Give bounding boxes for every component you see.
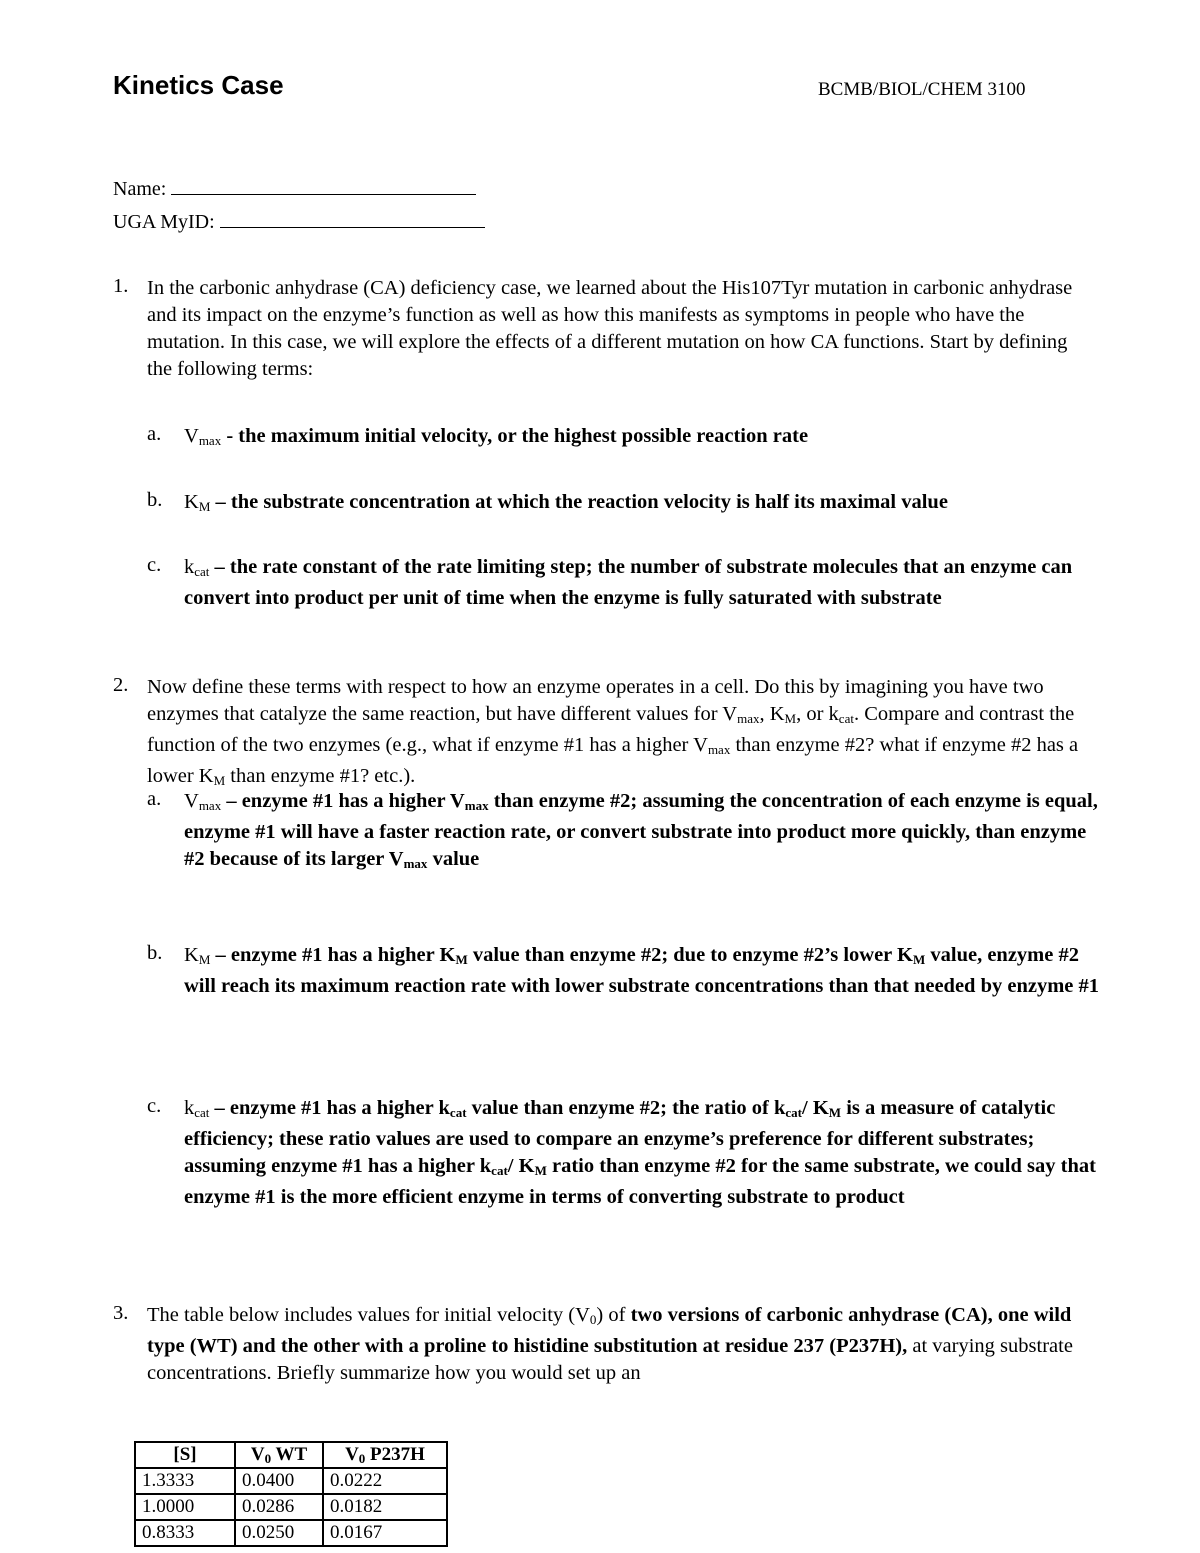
table-cell: 0.0167: [323, 1520, 447, 1546]
q2a-answer: Vmax – enzyme #1 has a higher Vmax than enzyme #2; assuming the concentration of each enzyme is equal, enzyme #1 will have a faster reaction rate, or convert substrate into product more quickly, than enzyme #2 because of its larger Vmax value: [184, 790, 1098, 871]
table-cell: 0.0222: [323, 1468, 447, 1494]
q2-text: Now define these terms with respect to how an enzyme operates in a cell. Do this by imagining you have two enzymes that catalyze the same reaction, but have different values for Vmax, KM, or kcat. Compare and contrast the function of the two enzymes (e.g., what if enzyme #1 has a higher Vmax than enzyme #2? what if enzyme #2 has a lower KM than enzyme #1? etc.).: [147, 676, 1079, 788]
myid-label: UGA MyID:: [113, 211, 215, 233]
q1c-letter: c.: [147, 554, 162, 576]
myid-blank[interactable]: [220, 209, 485, 228]
q1b-answer: KM – the substrate concentration at which the reaction velocity is half its maximal value: [184, 491, 948, 514]
course-code: BCMB/BIOL/CHEM 3100: [818, 79, 1026, 100]
q1a-answer: Vmax - the maximum initial velocity, or the highest possible reaction rate: [184, 425, 809, 448]
q1-number: 1.: [113, 275, 129, 297]
velocity-table: [134, 1441, 448, 1547]
q1-text: In the carbonic anhydrase (CA) deficiency case, we learned about the His107Tyr mutation in carbonic anhydrase and its impact on the enzyme’s function as well as how this manifests as symptoms in people who have the mutation. In this case, we will explore the effects of a different mutation on how CA functions. Start by defining the following terms:: [147, 277, 1073, 380]
header-v0-wt: V0 WT: [235, 1442, 323, 1468]
q2a-letter: a.: [147, 788, 162, 810]
header-v0-p237h: V0 P237H: [323, 1442, 447, 1468]
q3-number: 3.: [113, 1302, 129, 1324]
table-row: [135, 1520, 447, 1546]
table-row: [135, 1494, 447, 1520]
header-substrate: [S]: [135, 1442, 235, 1468]
myid-field: [113, 209, 485, 234]
q1c-answer: kcat – the rate constant of the rate limiting step; the number of substrate molecules that an enzyme can convert into product per unit of time when the enzyme is fully saturated with substrate: [184, 556, 1073, 609]
document-title: Kinetics Case: [113, 70, 284, 100]
table-cell: 0.0182: [323, 1494, 447, 1520]
table-cell: 1.0000: [135, 1494, 235, 1520]
table-row: [135, 1468, 447, 1494]
q2-number: 2.: [113, 674, 129, 696]
q3-text: The table below includes values for initial velocity (V0) of two versions of carbonic anhydrase (CA), one wild type (WT) and the other with a proline to histidine substitution at residue 237 (P237H), at varying substrate concentrations. Briefly summarize how you would set up an: [147, 1304, 1073, 1384]
q2c-letter: c.: [147, 1095, 162, 1117]
table-cell: 0.0400: [235, 1468, 323, 1494]
table-cell: 0.8333: [135, 1520, 235, 1546]
q1a-letter: a.: [147, 423, 162, 445]
q2c-answer: kcat – enzyme #1 has a higher kcat value than enzyme #2; the ratio of kcat/ KM is a measure of catalytic efficiency; these ratio values are used to compare an enzyme’s preference for different substrates; assuming enzyme #1 has a higher kcat/ KM ratio than enzyme #2 for the same substrate, we could say that enzyme #1 is the more efficient enzyme in terms of converting substrate to product: [184, 1097, 1096, 1208]
table-header-row: [135, 1442, 447, 1468]
name-blank[interactable]: [171, 176, 476, 195]
name-label: Name:: [113, 178, 167, 200]
table-cell: 0.0286: [235, 1494, 323, 1520]
q2b-answer: KM – enzyme #1 has a higher KM value than enzyme #2; due to enzyme #2’s lower KM value, enzyme #2 will reach its maximum reaction rate with lower substrate concentrations than that needed by enzyme #1: [184, 944, 1099, 997]
table-cell: 1.3333: [135, 1468, 235, 1494]
table-cell: 0.0250: [235, 1520, 323, 1546]
q1b-letter: b.: [147, 489, 163, 511]
q2b-letter: b.: [147, 942, 163, 964]
name-field: [113, 176, 476, 201]
